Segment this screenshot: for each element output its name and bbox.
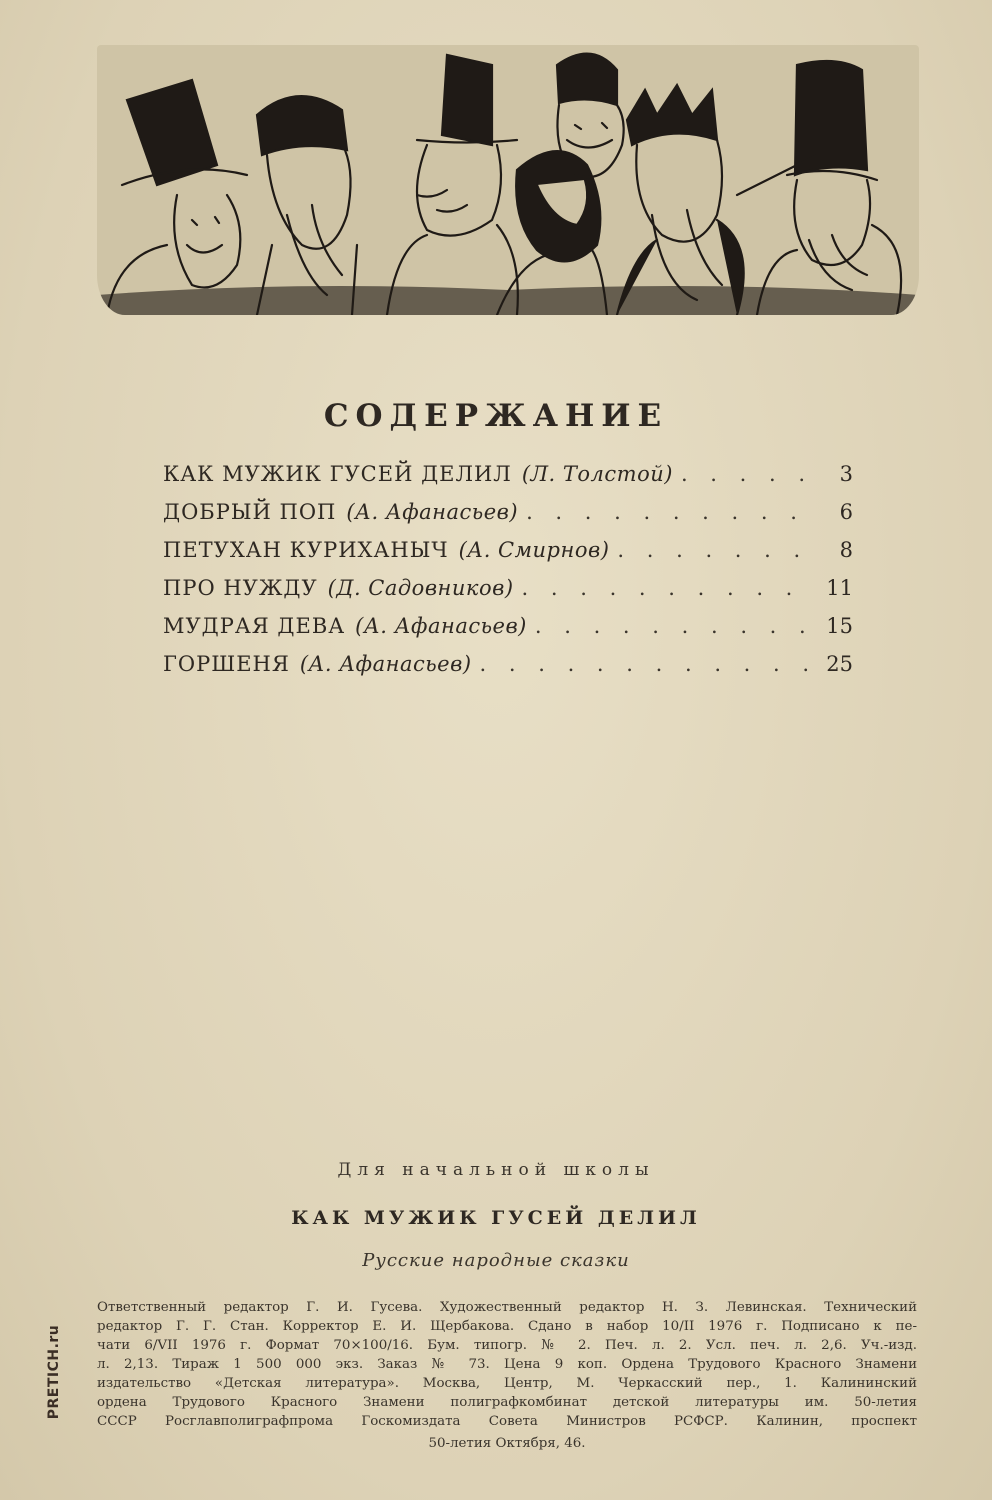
- toc-entry-title: ДОБРЫЙ ПОП: [163, 500, 337, 524]
- toc-entry-author: (А. Афанасьев): [346, 500, 519, 524]
- imprint-line: издательство «Детская литература». Москва, Центр, М. Черкасский пер., 1. Калининский: [97, 1376, 917, 1391]
- toc-entry-author: (А. Афанасьев): [355, 614, 527, 638]
- toc-entry-author: (Д. Садовников): [327, 576, 514, 600]
- toc-entry-title: КАК МУЖИК ГУСЕЙ ДЕЛИЛ: [163, 462, 512, 486]
- contents-heading: СОДЕРЖАНИЕ: [323, 398, 669, 434]
- toc-leader-dots: [617, 538, 817, 562]
- imprint-line: ордена Трудового Красного Знамени полиграфкомбинат детской литературы им. 50-летия: [97, 1395, 917, 1410]
- watermark-text: PRETICH.ru: [46, 1324, 62, 1420]
- imprint-line: редактор Г. Г. Стан. Корректор Е. И. Щербакова. Сдано в набор 10/II 1976 г. Подписано к пе-: [97, 1319, 917, 1334]
- toc-entry[interactable]: [163, 500, 853, 538]
- imprint-line: л. 2,13. Тираж 1 500 000 экз. Заказ № 73. Цена 9 коп. Ордена Трудового Красного Знамени: [97, 1357, 917, 1372]
- book-title: КАК МУЖИК ГУСЕЙ ДЕЛИЛ: [291, 1207, 701, 1229]
- folk-characters-illustration: [97, 45, 919, 315]
- folk-characters-icon: [97, 45, 919, 315]
- book-subtitle: Русские народные сказки: [362, 1250, 630, 1271]
- toc-leader-dots: [522, 576, 817, 600]
- audience-line: Для начальной школы: [337, 1160, 655, 1180]
- toc-leader-dots: [535, 614, 817, 638]
- toc-entry-author: (Л. Толстой): [521, 462, 673, 486]
- imprint-line: СССР Росглавполиграфпрома Госкомиздата Совета Министров РСФСР. Калинин, проспект: [97, 1414, 917, 1429]
- toc-leader-dots: [526, 500, 817, 524]
- toc-entry[interactable]: [163, 614, 853, 652]
- toc-entry[interactable]: [163, 652, 853, 690]
- toc-entry-page: 15: [826, 614, 853, 638]
- watermark: [43, 1320, 65, 1430]
- toc-entry-author: (А. Афанасьев): [299, 652, 472, 676]
- toc-entry-page: 11: [826, 576, 853, 600]
- toc-entry-title: ПЕТУХАН КУРИХАНЫЧ: [163, 538, 449, 562]
- toc-entry[interactable]: [163, 538, 853, 576]
- toc-entry-page: 3: [839, 462, 853, 486]
- toc-entry-title: ГОРШЕНЯ: [163, 652, 290, 676]
- imprint-address-end: 50-летия Октября, 46.: [428, 1436, 586, 1451]
- toc-entry[interactable]: [163, 462, 853, 500]
- imprint-line: Ответственный редактор Г. И. Гусева. Художественный редактор Н. З. Левинская. Технический: [97, 1300, 917, 1315]
- toc-leader-dots: [681, 462, 817, 486]
- toc-entry-page: 6: [839, 500, 853, 524]
- toc-entry-page: 8: [839, 538, 853, 562]
- toc-entry[interactable]: [163, 576, 853, 614]
- toc-leader-dots: [480, 652, 817, 676]
- table-of-contents: [163, 462, 853, 690]
- toc-entry-title: ПРО НУЖДУ: [163, 576, 318, 600]
- toc-entry-title: МУДРАЯ ДЕВА: [163, 614, 346, 638]
- imprint-block: [97, 1298, 917, 1453]
- toc-entry-page: 25: [826, 652, 853, 676]
- toc-entry-author: (А. Смирнов): [458, 538, 610, 562]
- imprint-line: чати 6/VII 1976 г. Формат 70×100/16. Бум. типогр. № 2. Печ. л. 2. Усл. печ. л. 2,6. Уч.-изд.: [97, 1338, 917, 1353]
